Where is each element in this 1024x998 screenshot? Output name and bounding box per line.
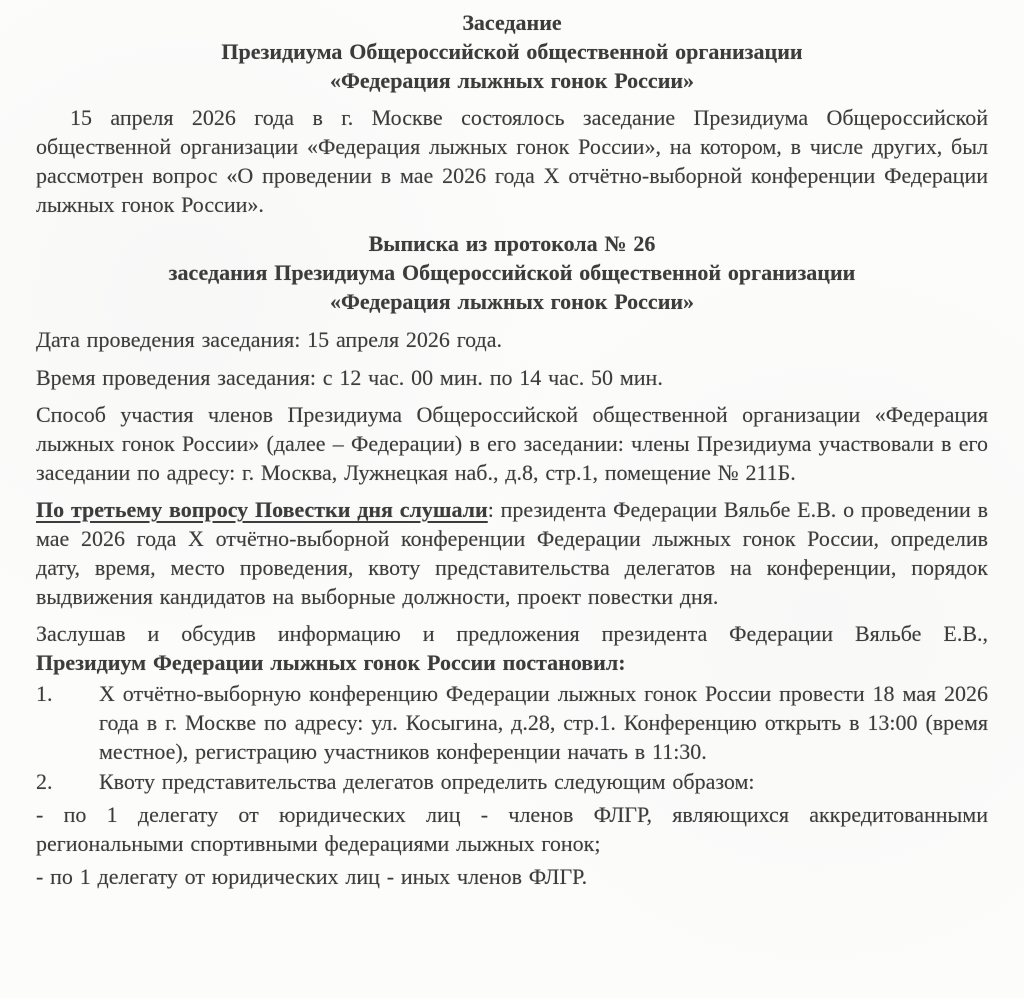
intro-paragraph: 15 апреля 2026 года в г. Москве состоялось заседание Президиума Общероссийской общественной организации «Федерация лыжных гонок России», на котором, в числе других, был рассмотрен вопрос «О проведении в мае 2026 года Х отчётно-выборной конференции Федерации лыжных гонок России».	[36, 105, 988, 217]
extract-heading-line-3: «Федерация лыжных гонок России»	[329, 289, 695, 314]
resolution-intro-regular: Заслушав и обсудив информацию и предложения президента Федерации Вяльбе Е.В.,	[36, 621, 988, 646]
document-title	[36, 8, 988, 95]
document-title-line-3: «Федерация лыжных гонок России»	[329, 68, 695, 93]
quota-line-1: - по 1 делегату от юридических лиц - членов ФЛГР, являющихся аккредитованными региональными спортивными федерациями лыжных гонок;	[36, 802, 988, 856]
extract-heading-line-1: Выписка из протокола № 26	[368, 231, 656, 256]
agenda-item-rest: : президента Федерации Вяльбе Е.В. о проведении в мае 2026 года Х отчётно-выборной конференции Федерации лыжных гонок России, определив дату, время, место проведения, квоту представительства делегатов на конференции, порядок выдвижения кандидатов на выборные должности, проект повестки дня.	[36, 497, 988, 609]
agenda-item-paragraph	[36, 495, 988, 611]
resolution-item-1	[36, 679, 988, 766]
resolution-intro-bold: Президиум Федерации лыжных гонок России постановил:	[36, 650, 626, 675]
agenda-item-lead: По третьему вопросу Повестки дня слушали	[36, 497, 488, 522]
extract-heading	[36, 229, 988, 316]
quota-line-2: - по 1 делегату от юридических лиц - иных членов ФЛГР.	[36, 864, 588, 889]
resolution-item-1-number: 1.	[36, 681, 53, 706]
extract-heading-line-2: заседания Президиума Общероссийской общественной организации	[168, 260, 856, 285]
meeting-time-line: Время проведения заседания: с 12 час. 00 мин. по 14 час. 50 мин.	[36, 365, 663, 390]
resolution-list	[36, 679, 988, 796]
resolution-item-2	[36, 767, 988, 796]
meeting-date-line: Дата проведения заседания: 15 апреля 2026 года.	[36, 327, 503, 352]
resolution-item-2-text: Квоту представительства делегатов определить следующим образом:	[99, 769, 755, 794]
participation-paragraph: Способ участия членов Президиума Общероссийской общественной организации «Федерация лыжных гонок России» (далее – Федерации) в его заседании: члены Президиума участвовали в его заседании по адресу: г. Москва, Лужнецкая наб., д.8, стр.1, помещение № 211Б.	[36, 402, 988, 485]
resolution-item-1-text: Х отчётно-выборную конференцию Федерации лыжных гонок России провести 18 мая 2026 года в г. Москве по адресу: ул. Косыгина, д.28, стр.1. Конференцию открыть в 13:00 (время местное), регистрацию участников конференции начать в 11:30.	[99, 681, 988, 764]
document-title-line-1: Заседание	[462, 10, 562, 35]
document-title-line-2: Президиума Общероссийской общественной организации	[221, 39, 803, 64]
resolution-intro-paragraph	[36, 619, 988, 677]
resolution-item-2-number: 2.	[36, 769, 53, 794]
